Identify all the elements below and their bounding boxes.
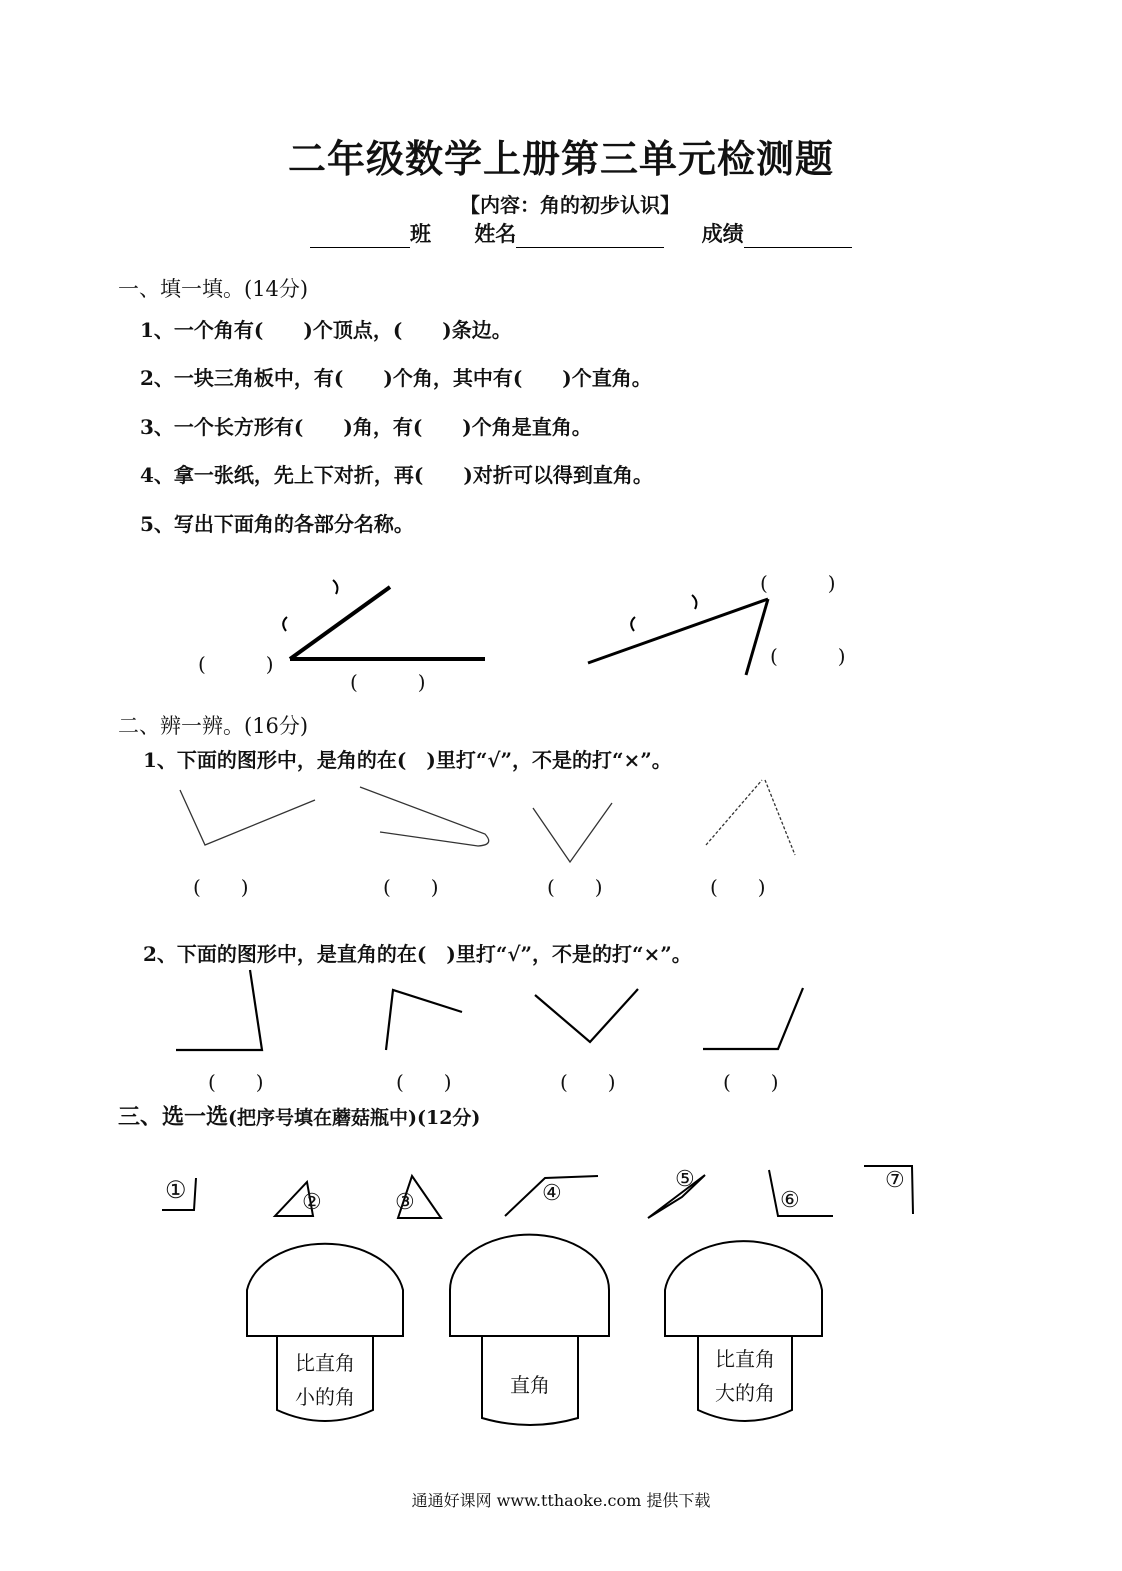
answer-2-1-c[interactable]: ( )	[547, 875, 603, 899]
fig1-side-blank[interactable]: ( )	[350, 670, 426, 694]
mushroom-2-label[interactable]	[482, 1368, 578, 1402]
answer-2-2-d[interactable]: ( )	[723, 1070, 779, 1094]
angle-figure-2	[588, 599, 768, 675]
figure-2-2-d	[703, 988, 803, 1049]
figure-2-1-c	[533, 803, 612, 862]
section1-question-1: 1、一个角有( )个顶点，( )条边。	[140, 318, 512, 342]
answer-2-1-b[interactable]: ( )	[383, 875, 439, 899]
shape-number-4: ④	[542, 1181, 562, 1206]
shape-number-3: ③	[395, 1190, 415, 1215]
figure-2-1-b	[360, 787, 489, 846]
fig1-vertex-blank[interactable]: ( )	[198, 652, 274, 676]
section1-question-3: 3、一个长方形有( )角，有( )个角是直角。	[140, 415, 592, 439]
class-label: 班	[410, 221, 431, 246]
section3-heading-rest: (把序号填在蘑菇瓶中)(12分)	[228, 1107, 481, 1129]
mushroom-1-line1: 比直角	[295, 1351, 355, 1375]
answer-2-1-d[interactable]: ( )	[710, 875, 766, 899]
figure-2-2-b	[386, 990, 462, 1050]
score-label: 成绩	[701, 221, 744, 246]
answer-2-2-b[interactable]: ( )	[396, 1070, 452, 1094]
mushroom-3-line1: 比直角	[715, 1347, 775, 1371]
answer-2-1-a[interactable]: ( )	[193, 875, 249, 899]
angle-figure-1	[290, 587, 485, 659]
shape-number-5: ⑤	[675, 1167, 695, 1192]
mushroom-1-line2: 小的角	[295, 1385, 355, 1409]
shape-6	[769, 1170, 833, 1216]
section3-heading-main: 三、选一选	[118, 1104, 229, 1130]
figure-2-1-a	[180, 790, 315, 845]
fig2-side-blank[interactable]: ( )	[770, 644, 846, 668]
mushroom-3-label[interactable]	[698, 1342, 792, 1410]
shape-number-1: ①	[165, 1176, 187, 1204]
mushroom-2-line1: 直角	[510, 1373, 550, 1397]
answer-2-2-c[interactable]: ( )	[560, 1070, 616, 1094]
answer-2-2-a[interactable]: ( )	[208, 1070, 264, 1094]
figure-2-2-a	[176, 970, 262, 1050]
section1-question-5: 5、写出下面角的各部分名称。	[140, 512, 414, 536]
mushroom-1-label[interactable]	[277, 1346, 373, 1414]
figure-2-2-c	[535, 989, 638, 1042]
section1-heading: 一、填一填。(14分)	[118, 277, 309, 301]
section2-question-1: 1、下面的图形中，是角的在( )里打“√”，不是的打“×”。	[143, 748, 672, 772]
section1-question-4: 4、拿一张纸，先上下对折，再( )对折可以得到直角。	[140, 463, 653, 487]
section3-heading	[118, 1100, 480, 1131]
name-label: 姓名	[474, 221, 517, 246]
shape-number-2: ②	[302, 1190, 322, 1215]
mushroom-3-line2: 大的角	[715, 1381, 775, 1405]
fig2-vertex-blank[interactable]: ( )	[760, 571, 836, 595]
footer: 通通好课网 www.tthaoke.com 提供下载	[411, 1491, 711, 1510]
page-title: 二年级数学上册第三单元检测题	[287, 136, 834, 181]
section1-question-2: 2、一块三角板中，有( )个角，其中有( )个直角。	[140, 366, 652, 390]
section2-heading: 二、辨一辨。(16分)	[118, 714, 309, 738]
page-subtitle: 【内容：角的初步认识】	[460, 193, 680, 217]
shape-number-7: ⑦	[885, 1168, 905, 1193]
section2-question-2: 2、下面的图形中，是直角的在( )里打“√”，不是的打“×”。	[143, 942, 692, 966]
shape-number-6: ⑥	[780, 1188, 800, 1213]
